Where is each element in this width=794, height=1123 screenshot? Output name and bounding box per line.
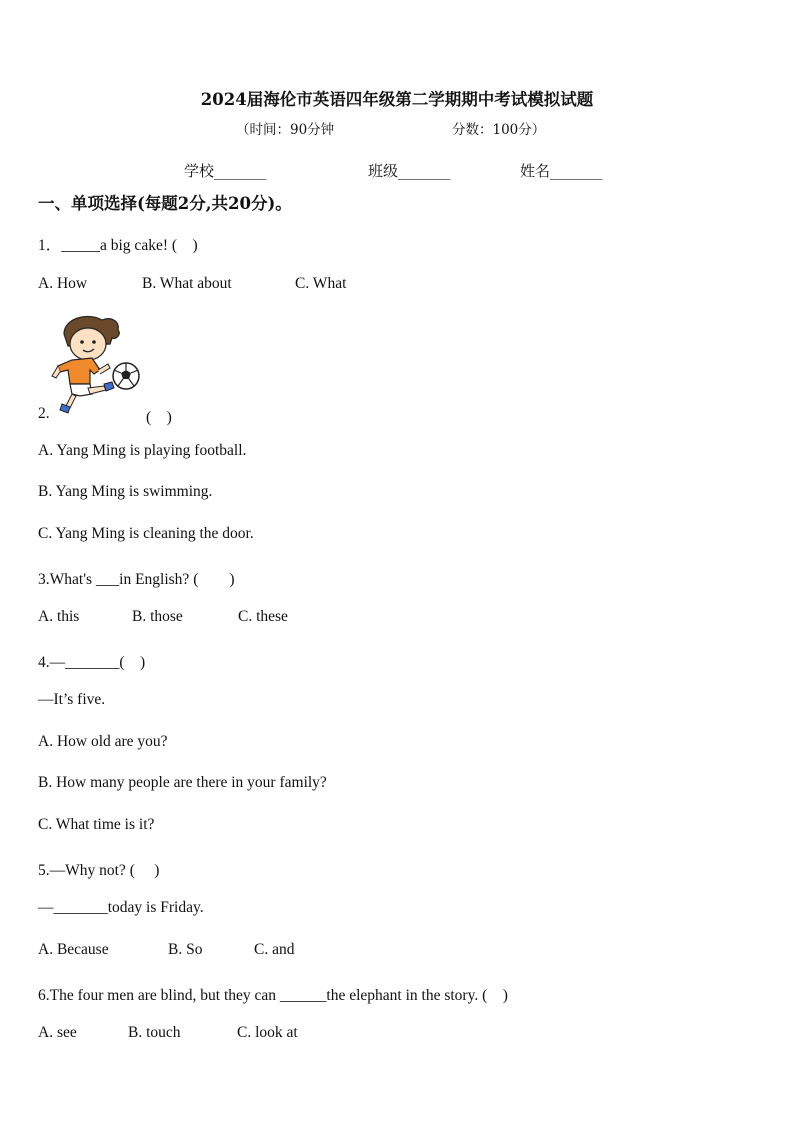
q6-stem: 6.The four men are blind, but they can ______the elephant in the story. ( )	[38, 987, 508, 1004]
q5-option-a: A. Because	[38, 941, 109, 958]
page-title: 2024届海伦市英语四年级第二学期期中考试模拟试题	[200, 90, 594, 109]
school-field: 学校_______	[184, 162, 267, 180]
q6-options	[38, 1024, 298, 1042]
q6-option-b: B. touch	[128, 1024, 181, 1041]
q3-stem: 3.What's ___in English? ( )	[38, 571, 235, 588]
q5-stem: 5.—Why not? ( )	[38, 862, 160, 879]
q4-option-a: A. How old are you?	[38, 733, 168, 750]
q2-option-c: C. Yang Ming is cleaning the door.	[38, 525, 254, 542]
q2-option-b: B. Yang Ming is swimming.	[38, 483, 213, 500]
q4-option-b: B. How many people are there in your family?	[38, 774, 327, 791]
q5-option-c: C. and	[254, 941, 295, 958]
q2-option-a: A. Yang Ming is playing football.	[38, 442, 247, 459]
q1-option-b: B. What about	[142, 275, 232, 292]
q5-option-b: B. So	[168, 941, 203, 958]
q1-options	[38, 275, 346, 293]
q2-bracket: ( )	[146, 409, 172, 426]
q5-answer-line: —_______today is Friday.	[38, 899, 204, 916]
exam-score: 分数：100分）	[452, 122, 546, 138]
q1-stem: 1．_____a big cake! ( )	[38, 237, 198, 254]
q6-option-a: A. see	[38, 1024, 77, 1041]
q2-number: 2.	[38, 405, 50, 422]
q3-option-c: C. these	[238, 608, 288, 625]
q1-option-a: A. How	[38, 275, 88, 292]
q4-answer-line: —It’s five.	[38, 691, 106, 708]
q4-stem: 4.—_______( )	[38, 654, 146, 671]
q3-options	[38, 608, 288, 626]
exam-time: （时间：90分钟	[236, 122, 335, 138]
q1-option-c: C. What	[295, 275, 347, 292]
class-field: 班级_______	[368, 162, 451, 180]
q5-options	[38, 941, 294, 959]
boy-kicking-football-image	[50, 312, 144, 418]
q4-option-c: C. What time is it?	[38, 816, 155, 833]
section-heading: 一、单项选择(每题2分,共20分)。	[38, 194, 292, 213]
q6-option-c: C. look at	[237, 1024, 298, 1041]
q3-option-b: B. those	[132, 608, 183, 625]
name-field: 姓名_______	[520, 162, 603, 180]
q3-option-a: A. this	[38, 608, 80, 625]
